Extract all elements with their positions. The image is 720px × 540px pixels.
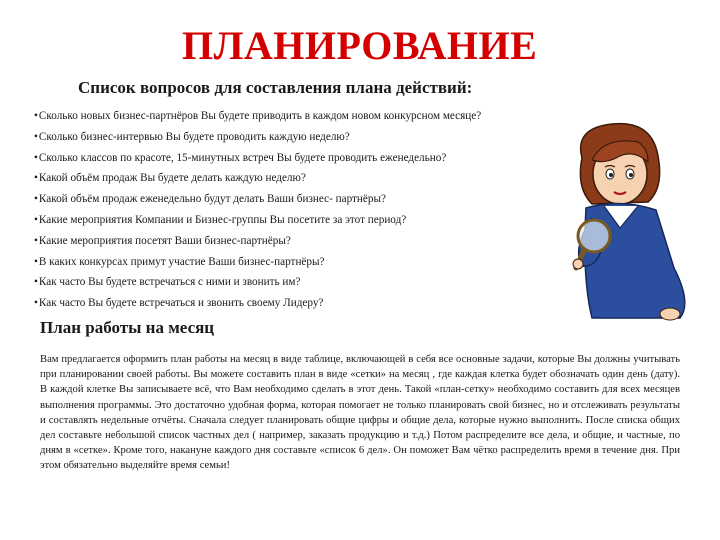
list-item: • В каких конкурсах примут участие Ваши бизнес-партнёры? bbox=[34, 252, 594, 273]
page-title: ПЛАНИРОВАНИЕ bbox=[182, 23, 538, 68]
list-item: • Какие мероприятия посетят Ваши бизнес-партнёры? bbox=[34, 231, 594, 252]
plan-heading: План работы на месяц bbox=[40, 318, 215, 337]
list-item: • Сколько бизнес-интервью Вы будете проводить каждую неделю? bbox=[34, 127, 594, 148]
list-item: • Сколько новых бизнес-партнёров Вы будете приводить в каждом новом конкурсном месяце? bbox=[34, 106, 594, 127]
list-item: • Какие мероприятия Компании и Бизнес-группы Вы посетите за этот период? bbox=[34, 210, 594, 231]
questions-list bbox=[34, 106, 594, 314]
list-item: • Как часто Вы будете встречаться с ними и звонить им? bbox=[34, 272, 594, 293]
list-item: • Как часто Вы будете встречаться и звонить своему Лидеру? bbox=[34, 293, 594, 314]
list-item: • Какой объём продаж Вы будете делать каждую неделю? bbox=[34, 168, 594, 189]
list-item: • Какой объём продаж еженедельно будут делать Ваши бизнес- партнёры? bbox=[34, 189, 594, 210]
questions-subtitle: Список вопросов для составления плана действий: bbox=[78, 78, 473, 97]
woman-with-magnifying-glass-icon bbox=[552, 118, 702, 328]
list-item: • Сколько классов по красоте, 15-минутных встреч Вы будете проводить еженедельно? bbox=[34, 148, 594, 169]
plan-paragraph: Вам предлагается оформить план работы на месяц в виде таблице, включающей в себя все основные задачи, которые Вы должны учитывать при планировании своей работы. Вы можете составить план в виде «сетки» на месяц , где каждая клетка будет обозначать один день (дату). В каждой клетке Вы записываете всё, что Вам необходимо сделать в этот день. Такой «план-сетку» необходимо составить для всех месяцев выполнения программы. Это достаточно удобная форма, которая помогает не только планировать свой бизнес, но и отслеживать результаты и составлять недельные отчёты. Сначала следует планировать общие цифры и общие дела, которые нужно выполнить. После списка общих дел составьте небольшой список частных дел ( например, заказать продукцию и т.д.) Потом распределите все дела, и общие, и частные, по дням в «сетке». Кроме того, накануне каждого дня составьте «список 6 дел». Он поможет Вам чётко распределить время в течение дня. При этом обязательно выделяйте время семьи! bbox=[40, 354, 680, 472]
